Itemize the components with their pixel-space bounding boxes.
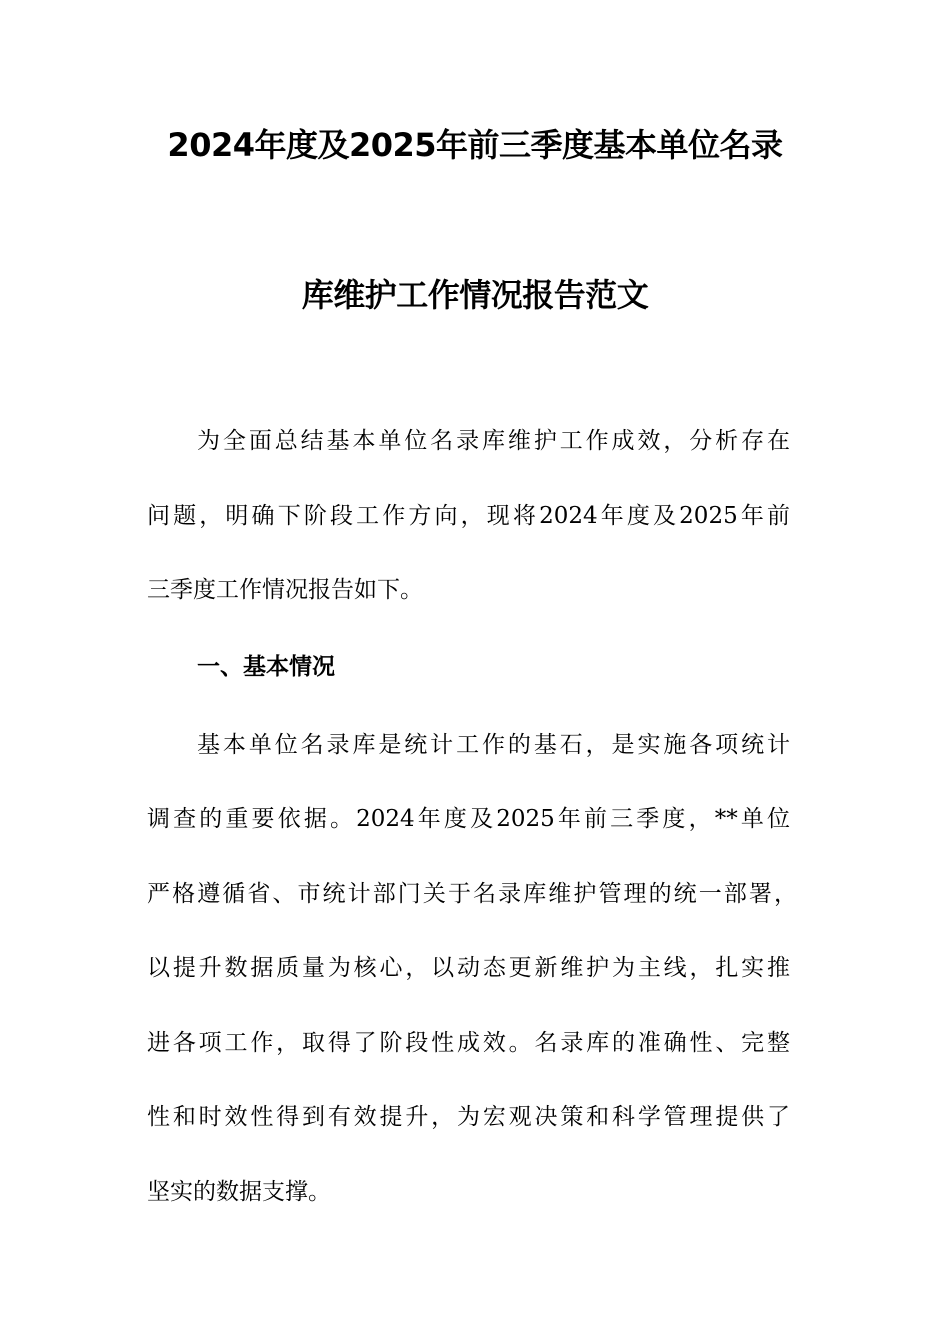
section-heading: 一、基本情况 — [197, 653, 335, 680]
body-paragraph-line: 进各项工作，取得了阶段性成效。名录库的准确性、完整 — [147, 1030, 790, 1056]
body-paragraph-line: 严格遵循省、市统计部门关于名录库维护管理的统一部署， — [147, 881, 797, 907]
body-paragraph-line: 坚实的数据支撑。 — [147, 1179, 331, 1205]
body-paragraph-line: 基本单位名录库是统计工作的基石，是实施各项统计 — [197, 732, 790, 758]
intro-paragraph-line: 为全面总结基本单位名录库维护工作成效，分析存在 — [197, 428, 790, 454]
document-title-line-1: 2024年度及2025年前三季度基本单位名录 — [167, 126, 783, 164]
document-title-line-2: 库维护工作情况报告范文 — [301, 276, 649, 314]
body-paragraph-line: 调查的重要依据。2024年度及2025年前三季度，**单位 — [147, 806, 790, 832]
body-paragraph-line: 性和时效性得到有效提升，为宏观决策和科学管理提供了 — [147, 1104, 790, 1130]
body-paragraph-line: 以提升数据质量为核心，以动态更新维护为主线，扎实推 — [147, 955, 790, 981]
intro-paragraph-line: 问题，明确下阶段工作方向，现将2024年度及2025年前 — [147, 503, 790, 529]
intro-paragraph-line: 三季度工作情况报告如下。 — [147, 577, 423, 603]
